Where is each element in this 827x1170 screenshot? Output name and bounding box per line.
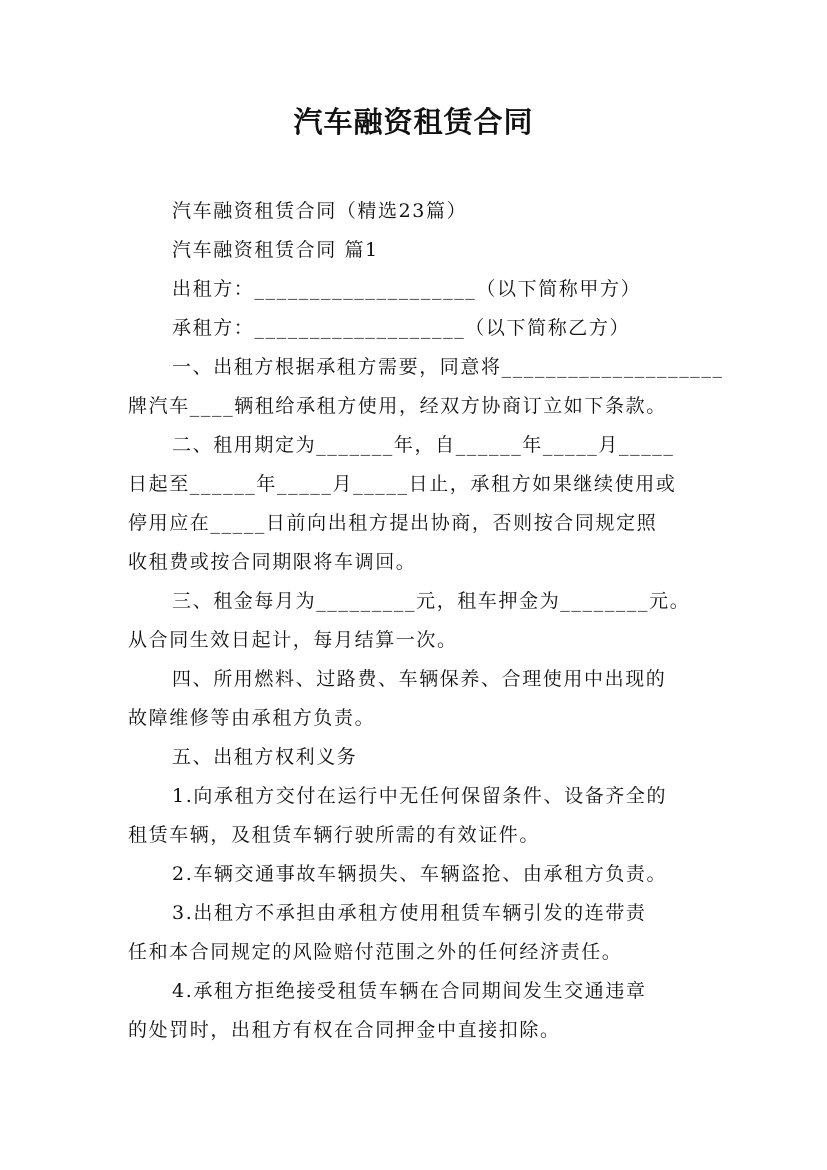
document-title: 汽车融资租赁合同 — [293, 105, 534, 139]
text-line: 二、租用期定为_______年，自______年_____月_____ — [172, 434, 675, 456]
clause-5-item-2 — [128, 855, 703, 894]
clause-1 — [128, 348, 724, 426]
clause-5-item-3 — [128, 894, 703, 972]
text-line: 1.向承租方交付在运行中无任何保留条件、设备齐全的 — [172, 785, 668, 807]
text-line: 汽车融资租赁合同 篇1 — [172, 239, 379, 261]
text-line: 3.出租方不承担由承租方使用租赁车辆引发的连带责 — [172, 902, 647, 924]
text-line: 五、出租方权利义务 — [172, 746, 358, 768]
text-line: 一、出租方根据承租方需要，同意将____________________ — [172, 356, 724, 378]
section-heading — [128, 231, 703, 270]
clause-3 — [128, 582, 703, 660]
clause-5-heading — [128, 738, 703, 777]
text-line: 出租方：____________________（以下简称甲方） — [172, 278, 642, 300]
text-line: 日起至______年_____月_____日止，承租方如果继续使用或 — [128, 473, 677, 495]
text-line: 4.承租方拒绝接受租赁车辆在合同期间发生交通违章 — [172, 980, 647, 1002]
text-line: 2.车辆交通事故车辆损失、车辆盗抢、由承租方负责。 — [172, 863, 668, 885]
text-line: 汽车融资租赁合同（精选23篇） — [172, 200, 468, 222]
text-line: 停用应在_____日前向出租方提出协商，否则按合同规定照 — [128, 512, 658, 534]
lessee-line — [128, 309, 703, 348]
text-line: 四、所用燃料、过路费、车辆保养、合理使用中出现的 — [172, 668, 667, 690]
clause-5-item-4 — [128, 972, 703, 1050]
text-line: 的处罚时，出租方有权在合同押金中直接扣除。 — [128, 1019, 561, 1041]
text-line: 故障维修等由承租方负责。 — [128, 707, 376, 729]
lessor-line — [128, 270, 703, 309]
text-line: 三、租金每月为_________元，租车押金为________元。 — [172, 590, 691, 612]
text-line: 从合同生效日起计，每月结算一次。 — [128, 629, 458, 651]
text-line: 牌汽车____辆租给承租方使用，经双方协商订立如下条款。 — [128, 395, 667, 417]
clause-2 — [128, 426, 703, 582]
clause-4 — [128, 660, 703, 738]
clause-5-item-1 — [128, 777, 703, 855]
text-line: 任和本合同规定的风险赔付范围之外的任何经济责任。 — [128, 941, 623, 963]
text-line: 租赁车辆，及租赁车辆行驶所需的有效证件。 — [128, 824, 541, 846]
text-line: 承租方：___________________（以下简称乙方） — [172, 317, 631, 339]
text-line: 收租费或按合同期限将车调回。 — [128, 551, 417, 573]
subtitle-paragraph — [128, 192, 703, 231]
